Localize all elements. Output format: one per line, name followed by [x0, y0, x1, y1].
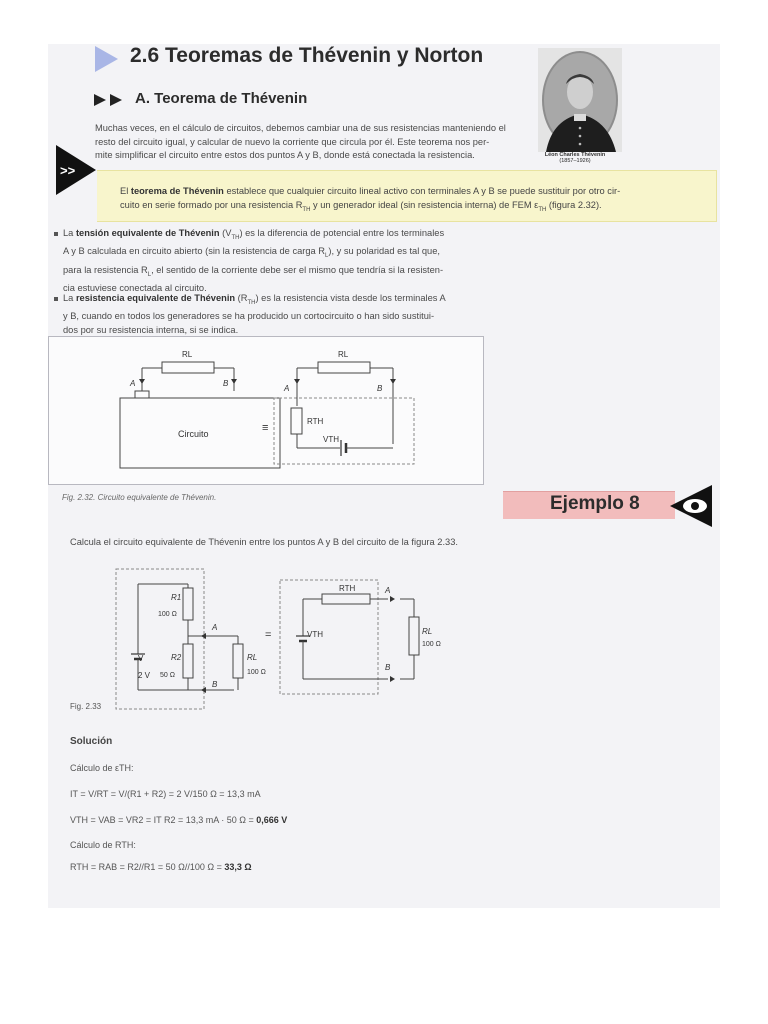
example-title: Ejemplo 8	[550, 493, 640, 514]
key-concept-marker-icon	[56, 145, 98, 195]
subsection-title: A. Teorema de Thévenin	[135, 90, 308, 107]
v-value: 2 V	[138, 671, 151, 680]
rl-value: 100 Ω	[422, 641, 441, 648]
bullet-line: cia estuviese conectada al circuito.	[63, 283, 207, 294]
intro-line: Muchas veces, en el cálculo de circuitos, debemos cambiar una de sus resistencias manteniendo el	[95, 123, 506, 133]
circuit-label: Circuito	[178, 429, 209, 439]
vth-label: VTH	[307, 630, 323, 639]
a-label: A	[212, 623, 218, 632]
bullet-line: dos por su resistencia interna, si se indica.	[63, 324, 239, 335]
equivalence-sign: ≡	[262, 422, 269, 434]
example-statement: Calcula el circuito equivalente de Thévenin entre los puntos A y B del circuito de la figura 2.33.	[70, 537, 458, 547]
intro-paragraph	[95, 122, 535, 163]
source-circuit-box	[116, 569, 204, 709]
portrait-name: Léon Charles Thévenin	[544, 152, 606, 158]
rl-value: 100 Ω	[247, 669, 266, 676]
portrait-caption	[532, 152, 618, 164]
bullet-marker	[54, 232, 58, 236]
solution-line: Cálculo de εTH:	[70, 763, 134, 773]
equivalence-sign: =	[265, 629, 272, 641]
callout-line: El teorema de Thévenin establece que cualquier circuito lineal activo con terminales A y B se puede sustituir por otro cir-	[120, 186, 621, 196]
portrait-photo	[538, 48, 622, 152]
solution-line: VTH = VAB = VR2 = IT R2 = 13,3 mA · 50 Ω = 0,666 V	[70, 815, 288, 825]
rl-label: RL	[338, 350, 349, 359]
bullet-marker	[54, 297, 58, 301]
v-label: V	[138, 654, 144, 663]
r1-label: R1	[171, 593, 182, 602]
figure-2-33-caption: Fig. 2.33	[70, 702, 102, 711]
b-label: B	[223, 379, 229, 388]
resistor-r1	[183, 588, 193, 620]
rl-label: RL	[182, 350, 193, 359]
section-title: 2.6 Teoremas de Thévenin y Norton	[130, 44, 484, 67]
bullet-line: A y B calculada en circuito abierto (sin la resistencia de carga $R_L$), y su polaridad es tal que,	[63, 246, 440, 260]
a-label: A	[130, 379, 136, 388]
b-label: B	[385, 663, 391, 672]
bullet-thevenin-voltage	[63, 227, 493, 296]
section-arrow-icon	[93, 45, 119, 73]
rl-label: RL	[422, 627, 433, 636]
resistor-r2	[183, 644, 193, 678]
rth-label: RTH	[307, 417, 324, 426]
resistor-rl	[233, 644, 243, 678]
solution-title: Solución	[70, 736, 113, 747]
callout-line: cuito en serie formado por una resistencia $R_{TH}$ y un generador ideal (sin resistencia interna) de FEM $\varepsilon_{TH}$ (figura 2.32).	[120, 199, 602, 213]
r2-label: R2	[171, 653, 182, 662]
figure-2-32-diagram	[48, 336, 485, 486]
thevenin-equivalent-box	[280, 580, 378, 694]
eye-icon	[670, 485, 712, 527]
figure-2-33-diagram	[110, 566, 470, 712]
bullet-line: y B, cuando en todos los generadores se ha producido un cortocircuito o han sido sustitui-	[63, 311, 435, 322]
svg-text:>>: >>	[60, 163, 76, 178]
bullet-thevenin-resistance	[63, 292, 493, 337]
resistor-rth	[322, 594, 370, 604]
bullet-line: La tensión equivalente de Thévenin $(V_{TH})$ es la diferencia de potencial entre los terminales	[63, 228, 445, 241]
bullet-line: La resistencia equivalente de Thévenin $(R_{TH})$ es la resistencia vista desde los terminales A	[63, 293, 446, 306]
figure-2-32-caption: Fig. 2.32. Circuito equivalente de Thévenin.	[62, 493, 217, 502]
a-label: A	[284, 384, 290, 393]
solution-line: RTH = RAB = R2//R1 = 50 Ω//100 Ω = 33,3 Ω	[70, 862, 252, 872]
theorem-callout-text	[120, 185, 695, 217]
intro-line: mite simplificar el circuito entre estos dos puntos A y B, donde está conectada la resistencia.	[95, 150, 475, 160]
a-label: A	[385, 586, 391, 595]
r1-value: 100 Ω	[158, 611, 177, 618]
resistor-rl-load	[409, 617, 419, 655]
solution-line: Cálculo de RTH:	[70, 840, 136, 850]
r2-value: 50 Ω	[160, 672, 175, 679]
b-label: B	[377, 384, 383, 393]
b-label: B	[212, 680, 218, 689]
portrait-years: (1857–1926)	[559, 158, 591, 164]
intro-line: resto del circuito igual, y calcular de nuevo la corriente que circula por él. Este teorema nos per-	[95, 136, 490, 147]
rl-label: RL	[247, 653, 258, 662]
bullet-line: para la resistencia $R_L$, el sentido de la corriente debe ser el mismo que tendría si la resisten-	[63, 264, 444, 278]
vth-label: VTH	[323, 435, 339, 444]
solution-line: IT = V/RT = V/(R1 + R2) = 2 V/150 Ω = 13,3 mA	[70, 789, 261, 799]
double-arrow-icon	[93, 93, 129, 107]
rth-label: RTH	[339, 584, 356, 593]
